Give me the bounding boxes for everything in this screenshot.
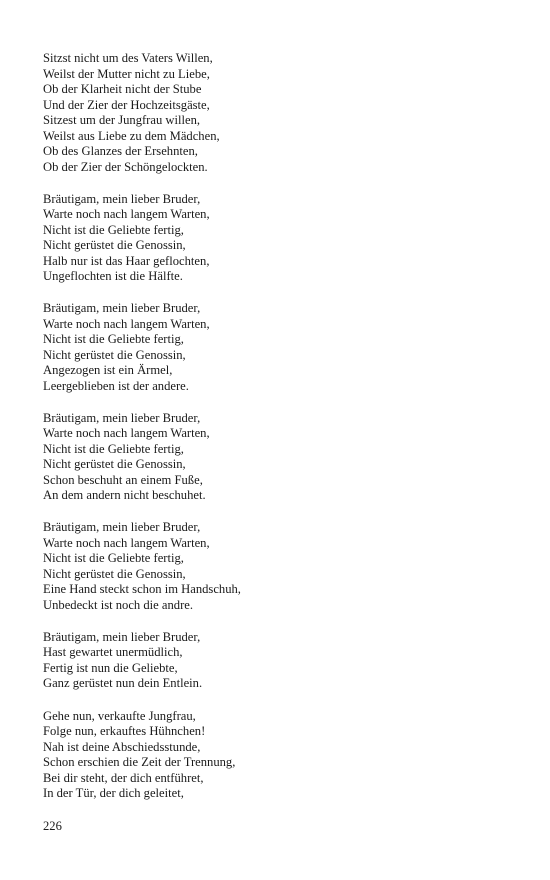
stanza-2 xyxy=(43,192,513,285)
poem-line: Angezogen ist ein Ärmel, xyxy=(43,363,173,378)
poem-line: Ob der Klarheit nicht der Stube xyxy=(43,82,202,96)
poem-line: Nicht gerüstet die Genossin, xyxy=(43,238,186,253)
poem-line: Schon erschien die Zeit der Trennung, xyxy=(43,755,236,770)
poem-line: Bräutigam, mein lieber Bruder, xyxy=(43,301,201,316)
poem-line: Bräutigam, mein lieber Bruder, xyxy=(43,410,201,425)
poem-line: Nicht gerüstet die Genossin, xyxy=(43,347,186,362)
poem-line: Ob der Zier der Schöngelockten. xyxy=(43,159,208,174)
stanza-4 xyxy=(43,411,513,504)
poem-line: Halb nur ist das Haar geflochten, xyxy=(43,253,210,268)
poem-line: In der Tür, der dich geleitet, xyxy=(43,786,184,801)
poem-line: Leergeblieben ist der andere. xyxy=(43,378,189,393)
poem-line: Nah ist deine Abschiedsstunde, xyxy=(43,739,201,754)
poem-body xyxy=(43,51,513,818)
poem-line: Und der Zier der Hochzeitsgäste, xyxy=(43,97,210,112)
poem-line: Sitzest um der Jungfrau willen, xyxy=(43,113,201,127)
stanza-1 xyxy=(43,51,513,175)
poem-line: Unbedeckt ist noch die andre. xyxy=(43,597,194,612)
stanza-5 xyxy=(43,520,513,613)
poem-line: Bräutigam, mein lieber Bruder, xyxy=(43,629,201,644)
poem-line: Warte noch nach langem Warten, xyxy=(43,426,210,441)
poem-line: Folge nun, erkauftes Hühnchen! xyxy=(43,724,206,739)
stanza-7 xyxy=(43,709,513,802)
poem-line: Eine Hand steckt schon im Handschuh, xyxy=(43,582,241,597)
page-number: 226 xyxy=(43,819,62,833)
poem-line: Nicht ist die Geliebte fertig, xyxy=(43,332,184,347)
poem-line: Weilst der Mutter nicht zu Liebe, xyxy=(43,66,210,81)
poem-line: Schon beschuht an einem Fuße, xyxy=(43,472,203,487)
poem-line: Bei dir steht, der dich entführet, xyxy=(43,770,204,785)
poem-line: Warte noch nach langem Warten, xyxy=(43,207,210,222)
poem-line: Warte noch nach langem Warten, xyxy=(43,316,210,331)
poem-line: Bräutigam, mein lieber Bruder, xyxy=(43,520,201,535)
poem-line: Weilst aus Liebe zu dem Mädchen, xyxy=(43,128,220,143)
poem-line: Ob des Glanzes der Ersehnten, xyxy=(43,144,198,158)
poem-line: Ganz gerüstet nun dein Entlein. xyxy=(43,676,203,691)
stanza-3 xyxy=(43,301,513,394)
poem-line: Gehe nun, verkaufte Jungfrau, xyxy=(43,708,196,723)
poem-line: Ungeflochten ist die Hälfte. xyxy=(43,269,183,284)
poem-line: Sitzst nicht um des Vaters Willen, xyxy=(43,51,213,65)
poem-line: Nicht ist die Geliebte fertig, xyxy=(43,551,184,566)
stanza-6 xyxy=(43,630,513,692)
poem-line: Warte noch nach langem Warten, xyxy=(43,535,210,550)
poem-line: Nicht ist die Geliebte fertig, xyxy=(43,441,184,456)
poem-line: Nicht gerüstet die Genossin, xyxy=(43,457,186,472)
poem-line: An dem andern nicht beschuhet. xyxy=(43,488,206,503)
poem-line: Hast gewartet unermüdlich, xyxy=(43,645,183,660)
poem-line: Nicht ist die Geliebte fertig, xyxy=(43,222,184,237)
poem-line: Nicht gerüstet die Genossin, xyxy=(43,566,186,581)
poem-line: Fertig ist nun die Geliebte, xyxy=(43,660,178,675)
poem-line: Bräutigam, mein lieber Bruder, xyxy=(43,191,201,206)
